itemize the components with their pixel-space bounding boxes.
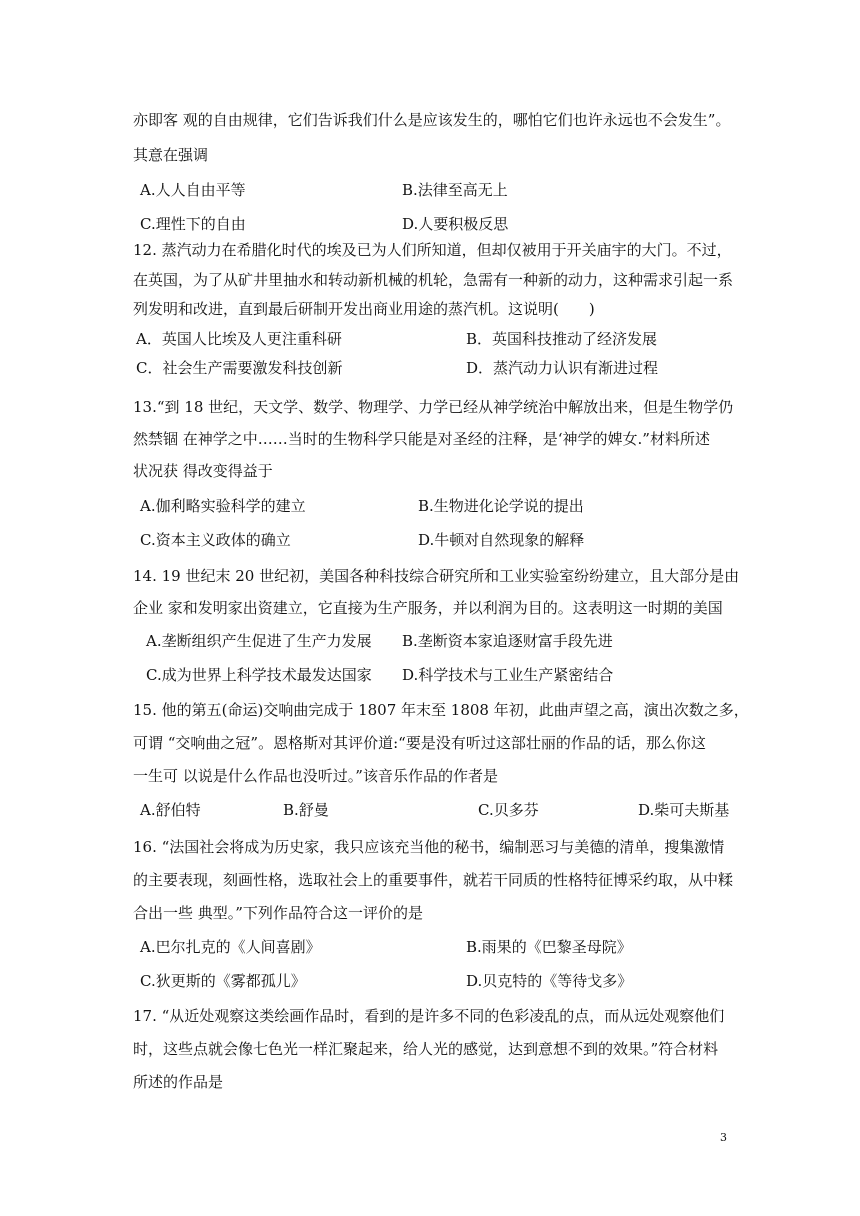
q16-text-line-3: 合出一些 典型。”下列作品符合这一评价的是 xyxy=(133,904,423,922)
q14-text-line-2: 企业 家和发明家出资建立，它直接为生产服务，并以利润为目的。这表明这一时期的美国 xyxy=(133,599,723,617)
q16-text-line-1: 16. “法国社会将成为历史家，我只应该充当他的秘书，编制恶习与美德的清单，搜集激情 xyxy=(133,838,725,856)
q11-option-b: B.法律至高无上 xyxy=(402,181,508,199)
q16-option-d: D.贝克特的《等待戈多》 xyxy=(466,972,633,990)
q13-option-c: C.资本主义政体的确立 xyxy=(140,531,291,549)
q11-text-line-1: 亦即客 观的自由规律，它们告诉我们什么是应该发生的，哪怕它们也许永远也不会发生”。 xyxy=(133,111,731,129)
q13-text-line-3: 状况获 得改变得益于 xyxy=(133,462,273,480)
q15-text-line-1: 15. 他的第五(命运)交响曲完成于 1807 年末至 1808 年初，此曲声望之高，演出次数之多， xyxy=(133,701,749,719)
q12-option-d: D．蒸汽动力认识有渐进过程 xyxy=(466,359,659,377)
q14-option-d: D.科学技术与工业生产紧密结合 xyxy=(402,666,614,684)
q16-option-b: B.雨果的《巴黎圣母院》 xyxy=(466,938,632,956)
q15-text-line-2: 可谓 “交响曲之冠”。恩格斯对其评价道:“要是没有听过这部壮丽的作品的话，那么你这 xyxy=(133,734,706,752)
q12-option-a: A．英国人比埃及人更注重科研 xyxy=(136,330,342,348)
q16-option-a: A.巴尔扎克的《人间喜剧》 xyxy=(140,938,321,956)
q16-text-line-2: 的主要表现，刻画性格，选取社会上的重要事件，就若干同质的性格特征博采约取，从中糅 xyxy=(133,871,734,889)
q14-option-c: C.成为世界上科学技术最发达国家 xyxy=(146,666,372,684)
q17-text-line-2: 时，这些点就会像七色光一样汇聚起来，给人光的感觉，达到意想不到的效果。”符合材料 xyxy=(133,1040,719,1058)
q15-option-d: D.柴可夫斯基 xyxy=(638,801,730,819)
q11-option-a: A.人人自由平等 xyxy=(140,181,246,199)
q14-option-a: A.垄断组织产生促进了生产力发展 xyxy=(146,632,372,650)
q13-option-d: D.牛顿对自然现象的解释 xyxy=(418,531,585,549)
q15-text-line-3: 一生可 以说是什么作品也没听过。”该音乐作品的作者是 xyxy=(133,767,498,785)
q11-text-line-2: 其意在强调 xyxy=(133,146,209,164)
q13-option-a: A.伽利略实验科学的建立 xyxy=(140,497,306,515)
q16-option-c: C.狄更斯的《雾都孤儿》 xyxy=(140,972,306,990)
q14-option-b: B.垄断资本家追逐财富手段先进 xyxy=(402,632,613,650)
q17-text-line-1: 17. “从近处观察这类绘画作品时，看到的是许多不同的色彩凌乱的点，而从远处观察他们 xyxy=(133,1007,725,1025)
q13-text-line-1: 13.“到 18 世纪，天文学、数学、物理学、力学已经从神学统治中解放出来，但是生物学仍 xyxy=(133,398,734,416)
q15-option-b: B.舒曼 xyxy=(283,801,329,819)
page-number: 3 xyxy=(720,1131,727,1144)
q15-option-a: A.舒伯特 xyxy=(140,801,201,819)
q12-option-c: C．社会生产需要激发科技创新 xyxy=(136,359,343,377)
q11-option-d: D.人要积极反思 xyxy=(402,215,509,233)
q14-text-line-1: 14. 19 世纪末 20 世纪初，美国各种科技综合研究所和工业实验室纷纷建立，且大部分是由 xyxy=(133,567,740,585)
q12-text-line-2: 在英国，为了从矿井里抽水和转动新机械的机轮，急需有一种新的动力，这种需求引起一系 xyxy=(133,271,734,289)
q12-text-line-1: 12. 蒸汽动力在希腊化时代的埃及已为人们所知道，但却仅被用于开关庙宇的大门。不过， xyxy=(133,241,732,259)
q12-text-line-3: 列发明和改进，直到最后研制开发出商业用途的蒸汽机。这说明( ) xyxy=(133,300,595,318)
q11-option-c: C.理性下的自由 xyxy=(140,215,246,233)
q15-option-c: C.贝多芬 xyxy=(478,801,539,819)
q13-option-b: B.生物进化论学说的提出 xyxy=(418,497,584,515)
q12-option-b: B．英国科技推动了经济发展 xyxy=(466,330,658,348)
q17-text-line-3: 所述的作品是 xyxy=(133,1073,224,1091)
q13-text-line-2: 然禁锢 在神学之中……当时的生物科学只能是对圣经的注释，是‘神学的婢女.”材料所述 xyxy=(133,430,710,448)
